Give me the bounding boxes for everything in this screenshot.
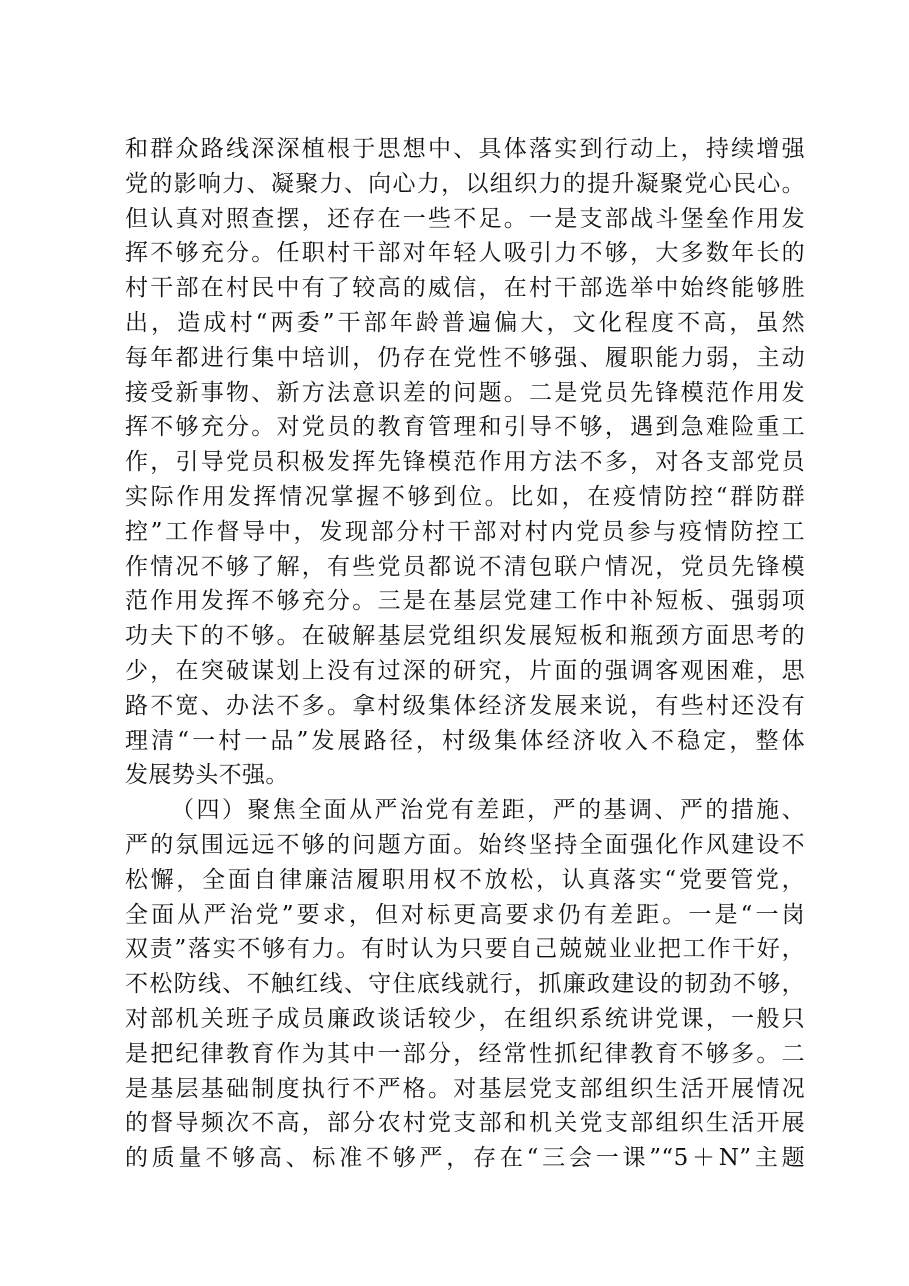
- text-line: 理清“一村一品”发展路径，村级集体经济收入不稳定，整体: [125, 727, 805, 754]
- text-line: 出，造成村“两委”干部年龄普遍偏大，文化程度不高，虽然: [125, 309, 805, 336]
- text-line: 范作用发挥不够充分。三是在基层党建工作中补短板、强弱项: [125, 588, 805, 615]
- text-line: 对部机关班子成员廉政谈话较少，在组织系统讲党课，一般只: [125, 1005, 805, 1032]
- text-line: 双责”落实不够有力。有时认为只要自己兢兢业业把工作干好，: [125, 936, 805, 963]
- text-line: 少，在突破谋划上没有过深的研究，片面的强调客观困难，思: [125, 657, 805, 684]
- text-line: 党的影响力、凝聚力、向心力，以组织力的提升凝聚党心民心。: [125, 170, 805, 197]
- paragraph-end-line: 发展势头不强。: [125, 762, 289, 789]
- text-line: 作情况不够了解，有些党员都说不清包联户情况，党员先锋模: [125, 553, 805, 580]
- text-line: 的督导频次不高，部分农村党支部和机关党支部组织生活开展: [125, 1110, 805, 1137]
- section-heading-line: （四）聚焦全面从严治党有差距，严的基调、严的措施、: [171, 797, 805, 824]
- text-line: 功夫下的不够。在破解基层党组织发展短板和瓶颈方面思考的: [125, 623, 805, 650]
- text-line: 不松防线、不触红线、守住底线就行，抓廉政建设的韧劲不够，: [125, 971, 805, 998]
- text-line: 每年都进行集中培训，仍存在党性不够强、履职能力弱，主动: [125, 344, 805, 371]
- text-line: 控”工作督导中，发现部分村干部对村内党员参与疫情防控工: [125, 518, 805, 545]
- text-line: 路不宽、办法不多。拿村级集体经济发展来说，有些村还没有: [125, 692, 805, 719]
- text-line: 是基层基础制度执行不严格。对基层党支部组织生活开展情况: [125, 1075, 805, 1102]
- text-line: 和群众路线深深植根于思想中、具体落实到行动上，持续增强: [125, 136, 805, 162]
- text-line: 挥不够充分。任职村干部对年轻人吸引力不够，大多数年长的: [125, 240, 805, 267]
- body-text: [125, 132, 805, 1176]
- text-line: 是把纪律教育作为其中一部分，经常性抓纪律教育不够多。二: [125, 1040, 805, 1067]
- text-line: 但认真对照查摆，还存在一些不足。一是支部战斗堡垒作用发: [125, 205, 805, 232]
- text-line: 严的氛围远远不够的问题方面。始终坚持全面强化作风建设不: [125, 831, 805, 858]
- text-line: 的质量不够高、标准不够严，存在“三会一课”“5＋N”主题: [125, 1145, 805, 1172]
- text-line: 实际作用发挥情况掌握不够到位。比如，在疫情防控“群防群: [125, 483, 805, 510]
- text-line: 村干部在村民中有了较高的威信，在村干部选举中始终能够胜: [125, 275, 805, 302]
- text-line: 作，引导党员积极发挥先锋模范作用方法不多，对各支部党员: [125, 449, 805, 476]
- text-line: 松懈，全面自律廉洁履职用权不放松，认真落实“党要管党，: [125, 866, 805, 893]
- text-line: 全面从严治党”要求，但对标更高要求仍有差距。一是“一岗: [125, 901, 805, 928]
- text-line: 接受新事物、新方法意识差的问题。二是党员先锋模范作用发: [125, 379, 805, 406]
- text-line: 挥不够充分。对党员的教育管理和引导不够，遇到急难险重工: [125, 414, 805, 441]
